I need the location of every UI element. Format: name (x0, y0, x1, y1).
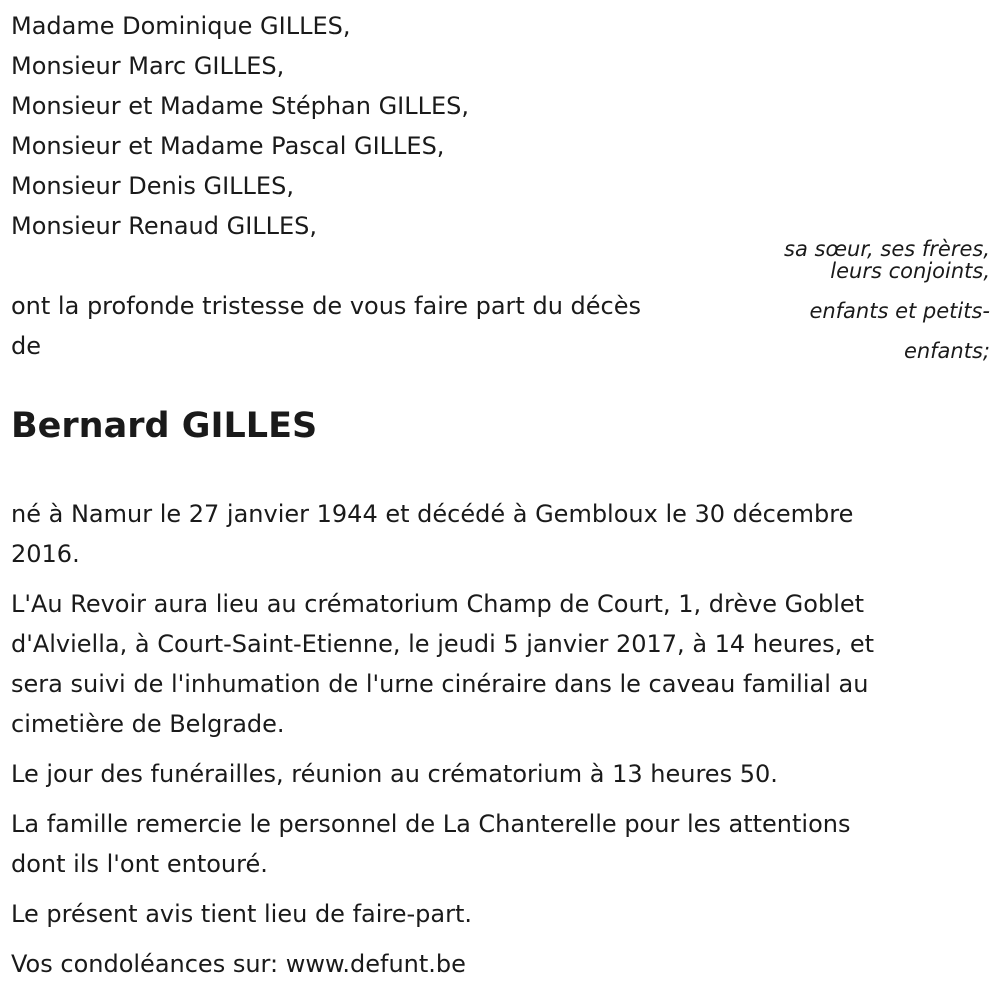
family-line-6: Monsieur Renaud GILLES, (11, 212, 318, 240)
relation-line-3: enfants et petits- (809, 299, 990, 323)
body-line-6: cimetière de Belgrade. (11, 710, 285, 738)
family-line-4: Monsieur et Madame Pascal GILLES, (11, 132, 445, 160)
announcement-line-1: ont la profonde tristesse de vous faire part du décès (11, 292, 641, 320)
body-line-4: d'Alviella, à Court-Saint-Etienne, le jeudi 5 janvier 2017, à 14 heures, et (11, 630, 875, 658)
relation-line-1: sa sœur, ses frères, (784, 237, 990, 261)
body-line-7: Le jour des funérailles, réunion au crématorium à 13 heures 50. (11, 760, 778, 788)
relation-line-4: enfants; (903, 339, 990, 363)
family-line-5: Monsieur Denis GILLES, (11, 172, 294, 200)
body-line-9: dont ils l'ont entouré. (11, 850, 268, 878)
body-line-11: Vos condoléances sur: www.defunt.be (11, 950, 466, 978)
body-line-2: 2016. (11, 540, 80, 568)
body-line-10: Le présent avis tient lieu de faire-part. (11, 900, 473, 928)
announcement-line-2: de (11, 332, 41, 360)
family-line-2: Monsieur Marc GILLES, (11, 52, 285, 80)
body-line-1: né à Namur le 27 janvier 1944 et décédé à Gembloux le 30 décembre (11, 500, 854, 528)
family-line-3: Monsieur et Madame Stéphan GILLES, (11, 92, 470, 120)
body-line-5: sera suivi de l'inhumation de l'urne cinéraire dans le caveau familial au (11, 670, 869, 698)
body-line-3: L'Au Revoir aura lieu au crématorium Champ de Court, 1, drève Goblet (11, 590, 865, 618)
family-line-1: Madame Dominique GILLES, (11, 12, 351, 40)
body-line-8: La famille remercie le personnel de La Chanterelle pour les attentions (11, 810, 851, 838)
relation-line-2: leurs conjoints, (830, 259, 990, 283)
deceased-name: Bernard GILLES (11, 406, 318, 446)
